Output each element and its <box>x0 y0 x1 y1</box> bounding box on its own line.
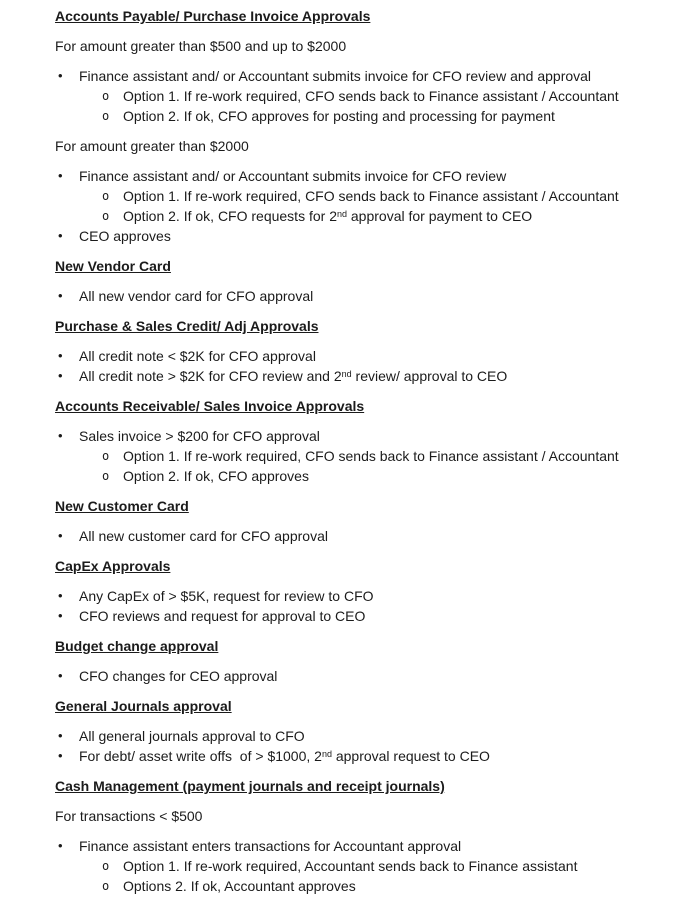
bullet-icon: • <box>58 528 63 543</box>
paragraph: For amount greater than $2000 <box>55 138 249 154</box>
item-text: Option 1. If re-work required, CFO sends back to Finance assistant / Accountant <box>123 188 619 204</box>
circle-bullet-icon: o <box>102 859 110 873</box>
item-text: Finance assistant and/ or Accountant submits invoice for CFO review <box>79 168 507 184</box>
list-item <box>55 106 651 126</box>
item-text: approval request to CEO <box>331 748 490 764</box>
list-item-text <box>79 168 506 184</box>
list-item-text <box>79 528 328 544</box>
section-heading: Purchase & Sales Credit/ Adj Approvals <box>55 318 319 334</box>
item-text: Option 1. If re-work required, CFO sends back to Finance assistant / Accountant <box>123 88 619 104</box>
item-text: Finance assistant enters transactions for Accountant approval <box>79 838 462 854</box>
item-text: CFO changes for CEO approval <box>79 668 278 684</box>
item-text: All general journals approval to CFO <box>79 728 305 744</box>
list-item <box>55 746 651 766</box>
list-item <box>55 446 651 466</box>
bullet-icon: • <box>58 168 63 183</box>
circle-bullet-icon: o <box>102 209 110 223</box>
bullet-list <box>55 586 651 626</box>
item-text: Option 1. If re-work required, Accountant sends back to Finance assistant <box>123 858 578 874</box>
bullet-icon: • <box>58 348 63 363</box>
bullet-list <box>55 726 651 766</box>
bullet-icon: • <box>58 288 63 303</box>
item-text: All credit note > $2K for CFO review and 2 <box>79 368 342 384</box>
item-text: For debt/ asset write offs of > $1000, 2 <box>79 748 322 764</box>
item-text: Option 2. If ok, CFO approves <box>123 468 309 484</box>
circle-bullet-icon: o <box>102 89 110 103</box>
item-text: Option 2. If ok, CFO requests for 2 <box>123 208 337 224</box>
superscript-text: nd <box>321 749 332 759</box>
section-heading: Accounts Payable/ Purchase Invoice Approvals <box>55 8 371 24</box>
item-text: approval for payment to CEO <box>347 208 533 224</box>
item-text: Sales invoice > $200 for CFO approval <box>79 428 320 444</box>
list-item-text <box>79 428 320 444</box>
bullet-list <box>55 166 651 246</box>
list-item <box>55 526 651 546</box>
bullet-icon: • <box>58 588 63 603</box>
list-item <box>55 876 651 896</box>
bullet-list <box>55 286 651 306</box>
list-item-text <box>79 728 305 744</box>
list-item-text <box>123 108 555 124</box>
circle-bullet-icon: o <box>102 469 110 483</box>
list-item-text <box>123 878 356 894</box>
list-item-text <box>79 228 171 244</box>
list-item-text <box>79 838 461 854</box>
bullet-list <box>55 426 651 486</box>
circle-bullet-icon: o <box>102 189 110 203</box>
list-item <box>55 66 651 86</box>
section-heading: Cash Management (payment journals and receipt journals) <box>55 778 445 794</box>
list-item <box>55 426 651 446</box>
bullet-icon: • <box>58 748 63 763</box>
list-item-text <box>79 668 277 684</box>
list-item-text <box>79 588 374 604</box>
list-item <box>55 166 651 186</box>
list-item-text <box>123 468 309 484</box>
bullet-icon: • <box>58 68 63 83</box>
list-item-text <box>79 608 365 624</box>
list-item <box>55 466 651 486</box>
list-item-text <box>79 748 490 764</box>
bullet-icon: • <box>58 728 63 743</box>
list-item-text <box>79 68 591 84</box>
list-item <box>55 856 651 876</box>
bullet-list <box>55 66 651 126</box>
bullet-icon: • <box>58 668 63 683</box>
bullet-icon: • <box>58 428 63 443</box>
item-text: All new customer card for CFO approval <box>79 528 328 544</box>
circle-bullet-icon: o <box>102 109 110 123</box>
list-item <box>55 836 651 856</box>
paragraph: For amount greater than $500 and up to $2000 <box>55 38 347 54</box>
item-text: review/ approval to CEO <box>351 368 508 384</box>
section-heading: Accounts Receivable/ Sales Invoice Approvals <box>55 398 365 414</box>
paragraph: For transactions < $500 <box>55 808 203 824</box>
list-item-text <box>123 188 619 204</box>
circle-bullet-icon: o <box>102 449 110 463</box>
superscript-text: nd <box>336 209 347 219</box>
list-item-text <box>79 288 313 304</box>
section-heading: New Customer Card <box>55 498 189 514</box>
list-item <box>55 606 651 626</box>
list-item <box>55 346 651 366</box>
list-item <box>55 206 651 226</box>
item-text: CEO approves <box>79 228 171 244</box>
item-text: Options 2. If ok, Accountant approves <box>123 878 356 894</box>
item-text: Any CapEx of > $5K, request for review to CFO <box>79 588 374 604</box>
item-text: CFO reviews and request for approval to CEO <box>79 608 366 624</box>
list-item-text <box>123 858 577 874</box>
list-item <box>55 226 651 246</box>
bullet-icon: • <box>58 368 63 383</box>
bullet-icon: • <box>58 608 63 623</box>
bullet-icon: • <box>58 228 63 243</box>
bullet-icon: • <box>58 838 63 853</box>
list-item <box>55 726 651 746</box>
list-item <box>55 666 651 686</box>
list-item-text <box>123 208 532 224</box>
list-item <box>55 286 651 306</box>
bullet-list <box>55 346 651 386</box>
list-item <box>55 366 651 386</box>
list-item-text <box>79 368 507 384</box>
item-text: Finance assistant and/ or Accountant submits invoice for CFO review and approval <box>79 68 592 84</box>
item-text: Option 1. If re-work required, CFO sends back to Finance assistant / Accountant <box>123 448 619 464</box>
bullet-list <box>55 526 651 546</box>
document-content <box>55 6 651 896</box>
item-text: All new vendor card for CFO approval <box>79 288 314 304</box>
list-item <box>55 86 651 106</box>
section-heading: Budget change approval <box>55 638 219 654</box>
list-item-text <box>123 88 619 104</box>
section-heading: CapEx Approvals <box>55 558 171 574</box>
superscript-text: nd <box>341 369 352 379</box>
list-item-text <box>79 348 316 364</box>
section-heading: General Journals approval <box>55 698 232 714</box>
bullet-list <box>55 836 651 896</box>
section-heading: New Vendor Card <box>55 258 171 274</box>
item-text: All credit note < $2K for CFO approval <box>79 348 316 364</box>
circle-bullet-icon: o <box>102 879 110 893</box>
list-item <box>55 186 651 206</box>
list-item-text <box>123 448 619 464</box>
list-item <box>55 586 651 606</box>
item-text: Option 2. If ok, CFO approves for posting and processing for payment <box>123 108 555 124</box>
bullet-list <box>55 666 651 686</box>
